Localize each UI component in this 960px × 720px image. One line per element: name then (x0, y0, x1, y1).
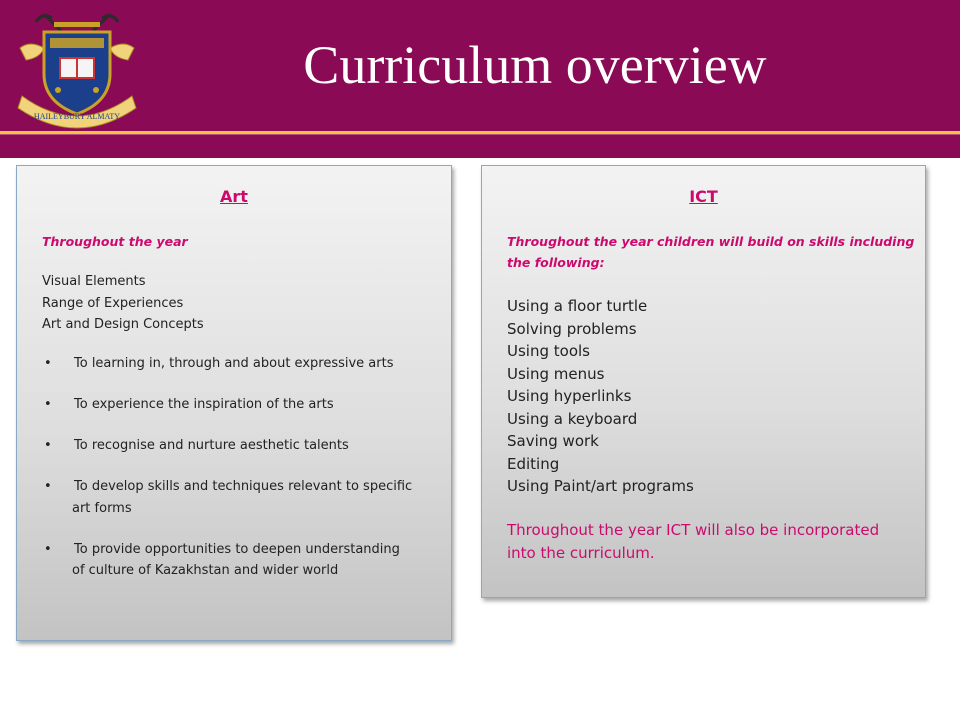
bullet-dot-icon: • (44, 356, 52, 371)
header-accent-line-lower (0, 134, 960, 135)
list-item: Range of Experiences (42, 295, 184, 311)
ict-skill-list (507, 295, 694, 498)
school-crest-logo (14, 4, 140, 132)
bullet-item: • To learning in, through and about expressive arts (42, 353, 442, 375)
list-item: Using hyperlinks (507, 387, 632, 405)
bullet-item: • To provide opportunities to deepen understanding of culture of Kazakhstan and wider world (42, 539, 442, 582)
list-item: Using menus (507, 364, 605, 383)
bullet-dot-icon: • (44, 479, 52, 494)
list-item: Using Paint/art programs (507, 477, 694, 495)
list-item: Saving work (507, 432, 599, 450)
art-topic-list (42, 271, 204, 336)
bullet-item: • To experience the inspiration of the arts (42, 394, 442, 416)
bullet-dot-icon: • (44, 438, 52, 453)
list-item: Solving problems (507, 319, 637, 338)
art-panel (16, 165, 452, 641)
bullet-dot-icon: • (44, 397, 52, 412)
bullet-dot-icon: • (44, 541, 52, 557)
ict-intro: Throughout the year children will build on skills including the following: (507, 234, 915, 270)
list-item: Using a floor turtle (507, 297, 648, 315)
ict-heading: ICT (689, 187, 718, 206)
list-item: Using a keyboard (507, 409, 638, 428)
bullet-item: • To recognise and nurture aesthetic talents (42, 435, 442, 457)
bullet-item: • To develop skills and techniques relevant to specific art forms (42, 476, 442, 519)
art-intro: Throughout the year (42, 234, 188, 249)
art-heading: Art (220, 187, 248, 206)
list-item: Using tools (507, 342, 590, 360)
art-bullet-list (42, 353, 442, 582)
list-item: Visual Elements (42, 274, 146, 289)
page-title: Curriculum overview (303, 35, 767, 95)
ict-panel (481, 165, 926, 598)
ict-closing-note: Throughout the year ICT will also be incorporated into the curriculum. (507, 521, 880, 562)
list-item: Editing (507, 454, 560, 473)
header-bar (0, 0, 960, 158)
svg-text:HAILEYBURY ALMATY: HAILEYBURY ALMATY (33, 112, 121, 121)
list-item: Art and Design Concepts (42, 317, 204, 332)
